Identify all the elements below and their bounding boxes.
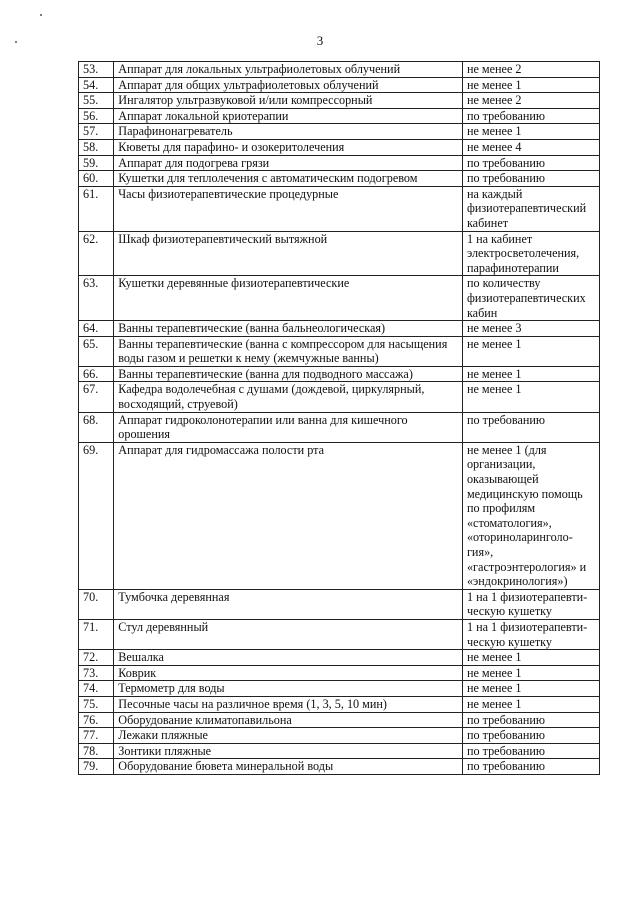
row-number: 67.: [79, 382, 114, 412]
item-name: Ингалятор ультразвуковой и/или компрессорный: [114, 93, 463, 109]
item-name: Вешалка: [114, 650, 463, 666]
row-number: 58.: [79, 139, 114, 155]
table-row: [79, 589, 600, 619]
item-name: Аппарат для гидромассажа полости рта: [114, 442, 463, 589]
row-number: 73.: [79, 665, 114, 681]
row-number: 55.: [79, 93, 114, 109]
row-number: 54.: [79, 77, 114, 93]
row-number: 56.: [79, 108, 114, 124]
item-quantity: по требованию: [462, 712, 599, 728]
table-row: [79, 382, 600, 412]
table-row: [79, 108, 600, 124]
table-row: [79, 171, 600, 187]
row-number: 69.: [79, 442, 114, 589]
equipment-table: [78, 61, 600, 775]
row-number: 76.: [79, 712, 114, 728]
item-quantity: не менее 2: [462, 93, 599, 109]
row-number: 79.: [79, 759, 114, 775]
item-quantity: не менее 1: [462, 650, 599, 666]
table-row: [79, 276, 600, 321]
row-number: 60.: [79, 171, 114, 187]
row-number: 71.: [79, 619, 114, 649]
item-name: Лежаки пляжные: [114, 728, 463, 744]
item-name: Кушетки для теплолечения с автоматическим подогревом: [114, 171, 463, 187]
item-quantity: по требованию: [462, 171, 599, 187]
table-row: [79, 93, 600, 109]
item-name: Тумбочка деревянная: [114, 589, 463, 619]
item-name: Шкаф физиотерапевтический вытяжной: [114, 231, 463, 276]
table-row: [79, 442, 600, 589]
item-quantity: не менее 1: [462, 382, 599, 412]
item-name: Ванны терапевтические (ванна для подводного массажа): [114, 366, 463, 382]
table-row: [79, 336, 600, 366]
item-quantity: по требованию: [462, 743, 599, 759]
item-quantity: по требованию: [462, 728, 599, 744]
item-quantity: не менее 1: [462, 336, 599, 366]
table-row: [79, 186, 600, 231]
item-name: Аппарат локальной криотерапии: [114, 108, 463, 124]
table-row: [79, 366, 600, 382]
item-quantity: по требованию: [462, 412, 599, 442]
item-quantity: по количеству физиотерапевтических кабин: [462, 276, 599, 321]
table-row: [79, 696, 600, 712]
item-quantity: не менее 1: [462, 366, 599, 382]
item-quantity: не менее 3: [462, 321, 599, 337]
page-number: 3: [316, 33, 324, 48]
item-name: Ванны терапевтические (ванна с компрессором для насыщения воды газом и решетки к нему (жемчужные ванны): [114, 336, 463, 366]
item-quantity: не менее 4: [462, 139, 599, 155]
row-number: 75.: [79, 696, 114, 712]
item-quantity: 1 на 1 физиотерапевти-ческую кушетку: [462, 619, 599, 649]
item-name: Ванны терапевтические (ванна бальнеологическая): [114, 321, 463, 337]
row-number: 68.: [79, 412, 114, 442]
row-number: 61.: [79, 186, 114, 231]
table-row: [79, 759, 600, 775]
item-name: Песочные часы на различное время (1, 3, 5, 10 мин): [114, 696, 463, 712]
table-row: [79, 124, 600, 140]
item-name: Парафинонагреватель: [114, 124, 463, 140]
table-row: [79, 712, 600, 728]
item-name: Кафедра водолечебная с душами (дождевой, циркулярный, восходящий, струевой): [114, 382, 463, 412]
item-name: Часы физиотерапевтические процедурные: [114, 186, 463, 231]
item-quantity: по требованию: [462, 155, 599, 171]
item-quantity: не менее 1: [462, 77, 599, 93]
table-row: [79, 77, 600, 93]
row-number: 65.: [79, 336, 114, 366]
row-number: 63.: [79, 276, 114, 321]
item-name: Аппарат для подогрева грязи: [114, 155, 463, 171]
item-quantity: на каждый физиотерапевтический кабинет: [462, 186, 599, 231]
row-number: 57.: [79, 124, 114, 140]
table-row: [79, 62, 600, 78]
row-number: 53.: [79, 62, 114, 78]
table-row: [79, 681, 600, 697]
item-quantity: не менее 2: [462, 62, 599, 78]
item-name: Зонтики пляжные: [114, 743, 463, 759]
row-number: 72.: [79, 650, 114, 666]
item-quantity: не менее 1: [462, 696, 599, 712]
item-name: Коврик: [114, 665, 463, 681]
row-number: 77.: [79, 728, 114, 744]
item-name: Оборудование климатопавильона: [114, 712, 463, 728]
scan-speck: [40, 14, 42, 16]
table-row: [79, 412, 600, 442]
row-number: 59.: [79, 155, 114, 171]
row-number: 64.: [79, 321, 114, 337]
table-row: [79, 743, 600, 759]
item-name: Аппарат для локальных ультрафиолетовых облучений: [114, 62, 463, 78]
table-row: [79, 619, 600, 649]
item-name: Термометр для воды: [114, 681, 463, 697]
row-number: 62.: [79, 231, 114, 276]
item-quantity: по требованию: [462, 108, 599, 124]
item-name: Кюветы для парафино- и озокеритолечения: [114, 139, 463, 155]
row-number: 74.: [79, 681, 114, 697]
equipment-table-body: [79, 62, 600, 775]
row-number: 70.: [79, 589, 114, 619]
item-quantity: по требованию: [462, 759, 599, 775]
table-row: [79, 155, 600, 171]
table-row: [79, 728, 600, 744]
item-name: Аппарат гидроколонотерапии или ванна для кишечного орошения: [114, 412, 463, 442]
item-quantity: не менее 1 (для организации, оказывающей медицинскую помощь по профилям «стоматология», «оториноларинголо-гия», «гастроэнтерология» и «эндокринология»): [462, 442, 599, 589]
item-quantity: 1 на кабинет электросветолечения, парафинотерапии: [462, 231, 599, 276]
table-row: [79, 665, 600, 681]
item-name: Оборудование бювета минеральной воды: [114, 759, 463, 775]
row-number: 66.: [79, 366, 114, 382]
item-name: Аппарат для общих ультрафиолетовых облучений: [114, 77, 463, 93]
item-quantity: 1 на 1 физиотерапевти-ческую кушетку: [462, 589, 599, 619]
item-quantity: не менее 1: [462, 124, 599, 140]
table-row: [79, 321, 600, 337]
table-row: [79, 231, 600, 276]
item-quantity: не менее 1: [462, 681, 599, 697]
item-name: Стул деревянный: [114, 619, 463, 649]
item-quantity: не менее 1: [462, 665, 599, 681]
table-row: [79, 139, 600, 155]
row-number: 78.: [79, 743, 114, 759]
table-row: [79, 650, 600, 666]
item-name: Кушетки деревянные физиотерапевтические: [114, 276, 463, 321]
